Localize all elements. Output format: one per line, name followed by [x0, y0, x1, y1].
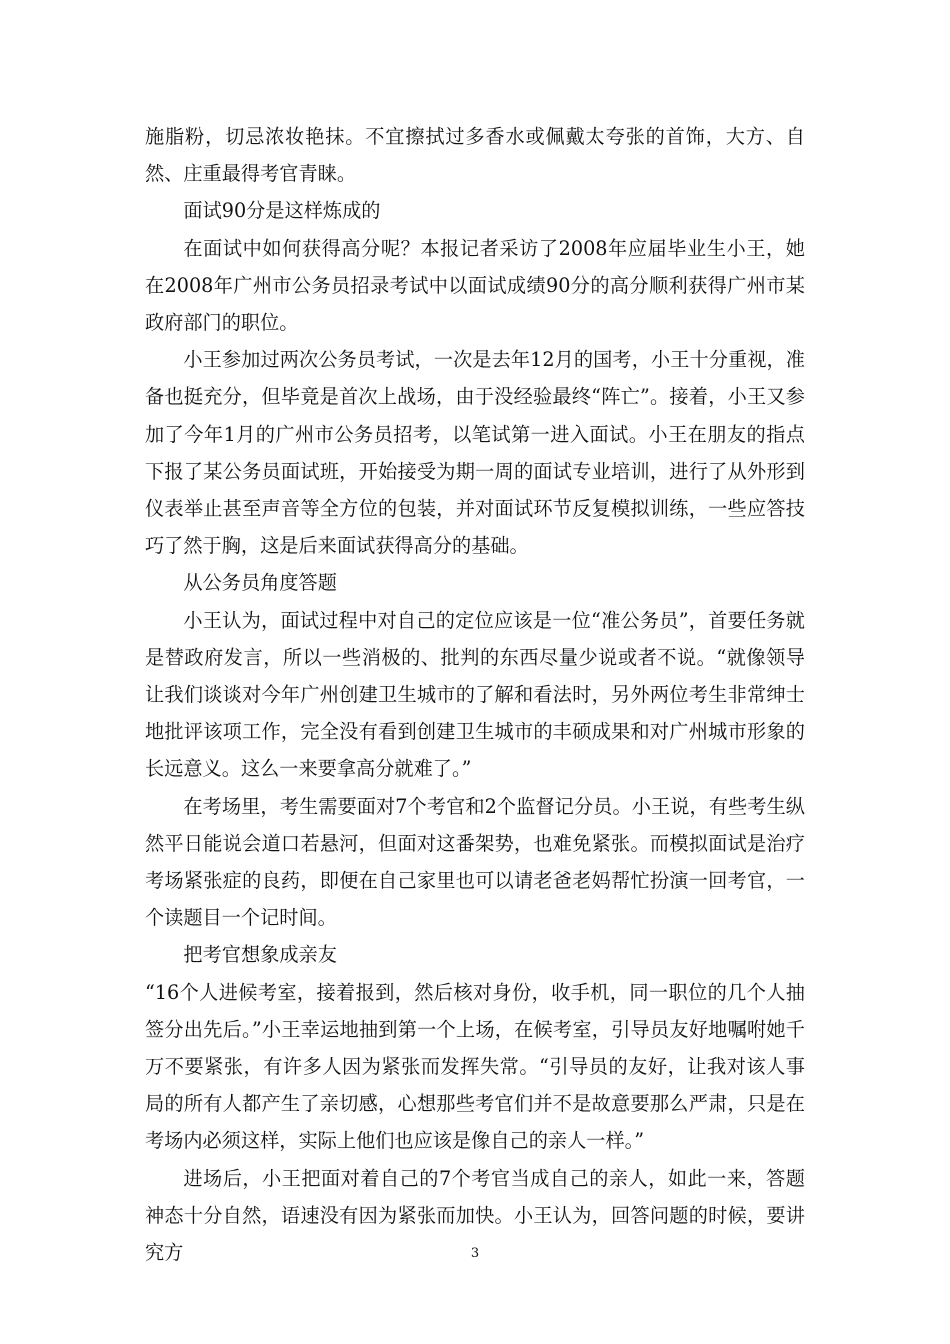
paragraph: 施脂粉，切忌浓妆艳抹。不宜擦拭过多香水或佩戴太夸张的首饰，大方、自然、庄重最得考官青睐。	[145, 125, 805, 186]
section-heading: 面试90分是这样炼成的	[183, 199, 381, 223]
paragraph: “16个人进候考室，接着报到，然后核对身份，收手机，同一职位的几个人抽签分出先后。”小王幸运地抽到第一个上场，在候考室，引导员友好地嘱咐她千万不要紧张，有许多人因为紧张而发挥失常。“引导员的友好，让我对该人事局的所有人都产生了亲切感，心想那些考官们并不是故意要那么严肃，只是在考场内必须这样，实际上他们也应该是像自己的亲人一样。”	[145, 980, 805, 1153]
paragraph: 小王参加过两次公务员考试，一次是去年12月的国考，小王十分重视，准备也挺充分，但毕竟是首次上战场，由于没经验最终“阵亡”。接着，小王又参加了今年1月的广州市公务员招考，以笔试第一进入面试。小王在朋友的指点下报了某公务员面试班，开始接受为期一周的面试专业培训，进行了从外形到仪表举止甚至声音等全方位的包装，并对面试环节反复模拟训练，一些应答技巧了然于胸，这是后来面试获得高分的基础。	[145, 348, 805, 558]
paragraph: 进场后，小王把面对着自己的7个考官当成自己的亲人，如此一来，答题神态十分自然，语速没有因为紧张而加快。小王认为，回答问题的时候，要讲究方	[145, 1166, 805, 1265]
paragraph: 在面试中如何获得高分呢？本报记者采访了2008年应届毕业生小王，她在2008年广州市公务员招录考试中以面试成绩90分的高分顺利获得广州市某政府部门的职位。	[145, 236, 805, 335]
paragraph: 在考场里，考生需要面对7个考官和2个监督记分员。小王说，有些考生纵然平日能说会道口若悬河，但面对这番架势，也难免紧张。而模拟面试是治疗考场紧张症的良药，即便在自己家里也可以请老爸老妈帮忙扮演一回考官，一个读题目一个记时间。	[145, 794, 805, 930]
section-heading: 从公务员角度答题	[183, 571, 337, 595]
page-number: 3	[470, 1246, 480, 1261]
paragraph: 小王认为，面试过程中对自己的定位应该是一位“准公务员”，首要任务就是替政府发言，所以一些消极的、批判的东西尽量少说或者不说。“就像领导让我们谈谈对今年广州创建卫生城市的了解和看法时，另外两位考生非常绅士地批评该项工作，完全没有看到创建卫生城市的丰硕成果和对广州城市形象的长远意义。这么一来要拿高分就难了。”	[145, 608, 805, 781]
section-heading: 把考官想象成亲友	[183, 943, 337, 967]
document-body	[145, 118, 805, 1271]
